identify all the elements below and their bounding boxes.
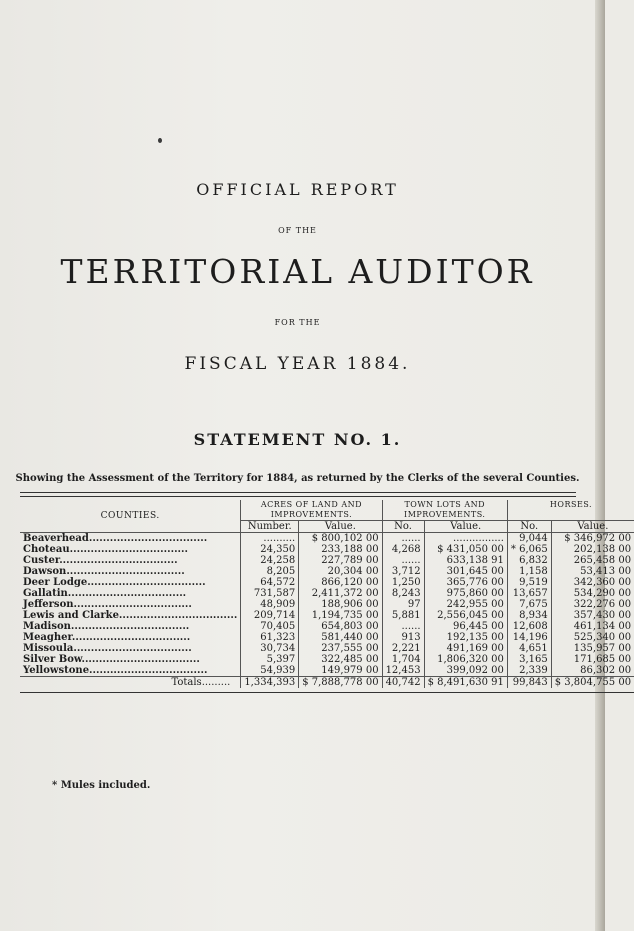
table-header-groups: [20, 500, 634, 521]
horse-no-header: No.: [507, 521, 551, 533]
table-cell: 2,411,372 00: [311, 588, 379, 599]
town-no-column: [382, 533, 424, 677]
totals-label: Totals.........: [171, 677, 231, 688]
table-cell: 20,304 00: [327, 566, 379, 577]
statement-subtitle: Showing the Assessment of the Territory for 1884, as returned by the Clerks of the several Counties.: [15, 473, 580, 484]
table-cell: 3,165: [519, 654, 548, 665]
table-cell: 202,138 00: [573, 544, 632, 555]
horses-group-header: HORSES.: [507, 500, 634, 521]
county-name: Silver Bow..................................: [23, 654, 200, 665]
totals-land-number: 1,334,393: [241, 677, 299, 689]
table-cell: 4,651: [519, 643, 548, 654]
table-cell: 322,276 00: [573, 599, 632, 610]
county-name: Choteau..................................: [23, 544, 188, 555]
land-group-header: ACRES OF LAND AND IMPROVEMENTS.: [241, 500, 382, 521]
county-name: Custer..................................: [23, 555, 178, 566]
table-cell: 1,704: [391, 654, 421, 665]
table-cell: 48,909: [260, 599, 296, 610]
county-name: Jefferson..................................: [23, 599, 192, 610]
table-header-columns: [20, 521, 634, 533]
land-value-column: [299, 533, 382, 677]
town-lots-group-header: TOWN LOTS AND IMPROVEMENTS.: [382, 500, 507, 521]
table-cell: 5,397: [266, 654, 296, 665]
horse-value-column: [551, 533, 634, 677]
table-cell: 96,445 00: [453, 621, 504, 632]
assessment-table: [20, 500, 634, 693]
table-cell: 654,803 00: [321, 621, 379, 632]
table-cell: 53,413 00: [580, 566, 632, 577]
totals-label-text: Totals: [171, 677, 202, 688]
table-cell: 3,712: [391, 566, 421, 577]
table-cell: 365,776 00: [446, 577, 504, 588]
table-cell: 13,657: [512, 588, 548, 599]
table-cell: 24,258: [260, 555, 296, 566]
table-cell: 913: [401, 632, 421, 643]
report-title-for-the: FOR THE: [274, 318, 321, 327]
table-cell: 14,196: [512, 632, 548, 643]
table-cell: 227,789 00: [321, 555, 379, 566]
table-cell: 8,934: [519, 610, 548, 621]
table-body-row: [20, 533, 634, 677]
table-cell: 2,556,045 00: [437, 610, 504, 621]
table-cell: 8,205: [266, 566, 296, 577]
table-cell: 322,485 00: [321, 654, 379, 665]
county-name: Yellowstone..................................: [23, 665, 208, 676]
table-cell: 461,134 00: [573, 621, 632, 632]
county-name: Missoula..................................: [23, 643, 192, 654]
totals-town-no: 40,742: [382, 677, 424, 689]
table-cell: 731,587: [253, 588, 296, 599]
table-cell: 242,955 00: [446, 599, 504, 610]
table-cell: 357,430 00: [573, 610, 632, 621]
table-cell: 9,519: [519, 577, 548, 588]
table-cell: 54,939: [260, 665, 296, 676]
table-cell: $ 346,972 00: [564, 533, 632, 544]
table-cell: ......: [401, 533, 421, 544]
table-cell: 6,832: [519, 555, 548, 566]
table-cell: $ 431,050 00: [437, 544, 504, 555]
county-name: Dawson..................................: [23, 566, 185, 577]
county-names-column: [20, 533, 241, 677]
table-cell: 64,572: [260, 577, 296, 588]
table-cell: 233,188 00: [321, 544, 379, 555]
county-name: Gallatin..................................: [23, 588, 187, 599]
ink-speck: [158, 138, 162, 143]
table-cell: 4,268: [391, 544, 421, 555]
county-name: Madison..................................: [23, 621, 190, 632]
counties-header: COUNTIES.: [100, 510, 160, 521]
table-cell: 209,714: [253, 610, 296, 621]
bottom-rule-row: [20, 688, 634, 693]
table-cell: 534,290 00: [573, 588, 632, 599]
table-cell: 491,169 00: [446, 643, 504, 654]
table-cell: 866,120 00: [321, 577, 379, 588]
totals-town-value: $ 8,491,630 91: [424, 677, 507, 689]
table-cell: 171,685 00: [573, 654, 632, 665]
table-cell: 633,138 91: [446, 555, 504, 566]
totals-land-value: $ 7,888,778 00: [299, 677, 382, 689]
table-cell: 1,806,320 00: [437, 654, 504, 665]
table-cell: 9,044: [519, 533, 548, 544]
table-cell: 97: [407, 599, 421, 610]
county-name: Beaverhead..................................: [23, 533, 208, 544]
table-cell: 1,158: [519, 566, 548, 577]
table-cell: $ 800,102 00: [311, 533, 379, 544]
table-cell: 30,734: [260, 643, 296, 654]
county-name: Deer Lodge..................................: [23, 577, 206, 588]
table-cell: ......: [401, 621, 421, 632]
table-cell: ......: [401, 555, 421, 566]
totals-horse-no: 99,843: [507, 677, 551, 689]
table-cell: 301,645 00: [446, 566, 504, 577]
table-cell: 149,979 00: [321, 665, 379, 676]
table-cell: 1,250: [391, 577, 421, 588]
table-cell: 86,302 00: [580, 665, 632, 676]
report-title: OFFICIAL REPORT: [196, 180, 399, 199]
table-cell: 399,092 00: [446, 665, 504, 676]
town-value-header: Value.: [424, 521, 507, 533]
land-number-column: [241, 533, 299, 677]
table-cell: 188,906 00: [321, 599, 379, 610]
table-cell: 1,194,735 00: [311, 610, 379, 621]
table-cell: 61,323: [260, 632, 296, 643]
statement-heading: STATEMENT NO. 1.: [193, 430, 402, 449]
table-cell: ..........: [263, 533, 296, 544]
table-cell: 525,340 00: [573, 632, 632, 643]
horse-no-column: [507, 533, 551, 677]
table-cell: 70,405: [260, 621, 296, 632]
bottom-rule: [20, 688, 634, 693]
town-no-header: No.: [382, 521, 424, 533]
table-cell: 12,608: [512, 621, 548, 632]
counties-header-spacer: [20, 521, 241, 533]
table-cell: 135,957 00: [573, 643, 632, 654]
county-name: Lewis and Clarke..................................: [23, 610, 238, 621]
report-title-of-the: OF THE: [278, 226, 317, 235]
table-cell: 192,135 00: [446, 632, 504, 643]
table-cell: ................: [453, 533, 504, 544]
table-cell: * 6,065: [510, 544, 548, 555]
table-cell: 265,458 00: [573, 555, 632, 566]
table-cell: 12,453: [385, 665, 421, 676]
totals-horse-value: $ 3,804,755 00: [551, 677, 634, 689]
footnote: * Mules included.: [52, 780, 151, 791]
table-cell: 581,440 00: [321, 632, 379, 643]
table-cell: 342,360 00: [573, 577, 632, 588]
table-cell: 24,350: [260, 544, 296, 555]
horse-value-header: Value.: [551, 521, 634, 533]
table-cell: 2,339: [519, 665, 548, 676]
land-number-header: Number.: [241, 521, 299, 533]
town-value-column: [424, 533, 507, 677]
table-cell: 8,243: [391, 588, 421, 599]
county-name: Meagher..................................: [23, 632, 191, 643]
top-rule: [20, 492, 576, 493]
table-cell: 7,675: [519, 599, 548, 610]
report-main-title: TERRITORIAL AUDITOR: [60, 252, 535, 291]
table-cell: 5,881: [391, 610, 421, 621]
top-rule-double: [20, 496, 576, 497]
table-cell: 2,221: [391, 643, 421, 654]
table-cell: 975,860 00: [446, 588, 504, 599]
report-fiscal-year: FISCAL YEAR 1884.: [184, 354, 411, 374]
table-cell: 237,555 00: [321, 643, 379, 654]
totals-row: [20, 677, 634, 689]
land-value-header: Value.: [299, 521, 382, 533]
page-edge: [595, 0, 605, 931]
